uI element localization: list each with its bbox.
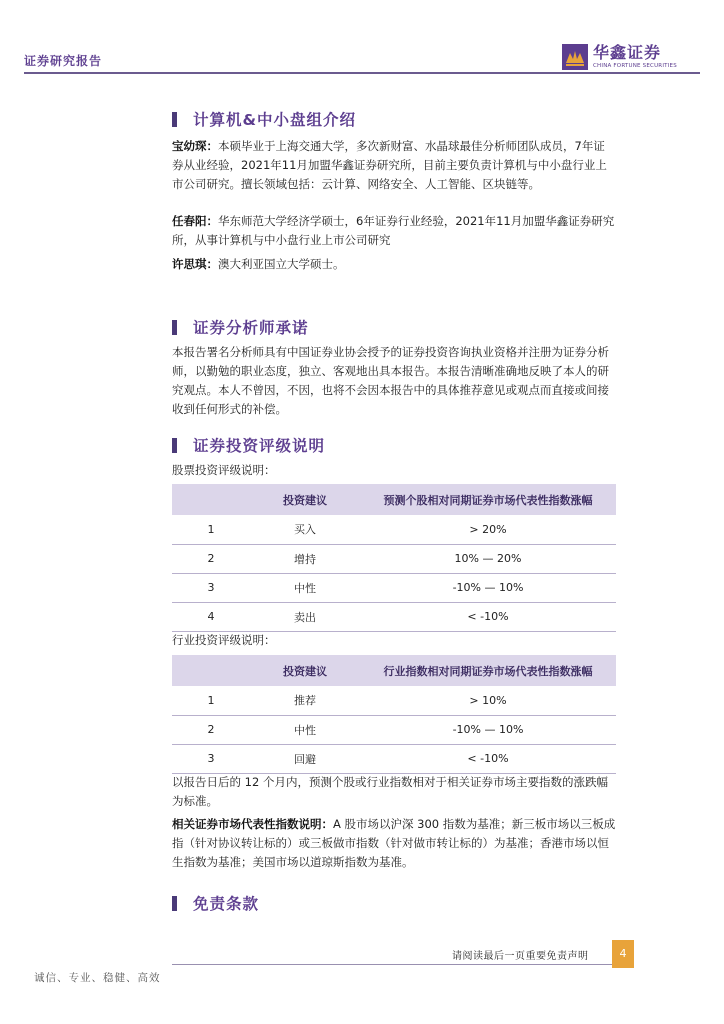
logo-english-name: CHINA FORTUNE SECURITIES	[593, 63, 677, 69]
table-cell: -10% — 10%	[360, 573, 616, 602]
table-cell: 中性	[250, 715, 360, 744]
index-description-label: 相关证券市场代表性指数说明：	[172, 817, 333, 831]
member-name: 许思琪：	[172, 257, 218, 271]
table-header-cell: 投资建议	[250, 484, 360, 515]
team-section-heading	[172, 108, 356, 130]
table-header-cell	[172, 484, 250, 515]
commitment-section-title: 证券分析师承诺	[193, 319, 309, 337]
table-cell: 1	[172, 515, 250, 544]
table-header-cell: 投资建议	[250, 655, 360, 686]
table-cell: 1	[172, 686, 250, 715]
table-row	[172, 715, 616, 744]
disclaimer-section-title: 免责条款	[193, 895, 260, 913]
table-row	[172, 515, 616, 544]
section-marker	[172, 438, 177, 453]
table-row	[172, 573, 616, 602]
member-bio-text: 华东师范大学经济学硕士，6年证券行业经验，2021年11月加盟华鑫证券研究所，从事计算机与中小盘行业上市公司研究	[172, 214, 615, 247]
table-cell: -10% — 10%	[360, 715, 616, 744]
table-cell: 增持	[250, 544, 360, 573]
member-bio	[172, 137, 616, 194]
table-cell: 4	[172, 602, 250, 631]
rating-period-note: 以报告日后的 12 个月内，预测个股或行业指数相对于相关证券市场主要指数的涨跌幅为标准。	[172, 775, 608, 808]
table-cell: 10% — 20%	[360, 544, 616, 573]
table-cell: 推荐	[250, 686, 360, 715]
report-type-label: 证券研究报告	[24, 54, 103, 68]
rating-section-heading	[172, 434, 325, 456]
table-cell: > 20%	[360, 515, 616, 544]
commitment-text: 本报告署名分析师具有中国证券业协会授予的证券投资咨询执业资格并注册为证券分析师，以勤勉的职业态度，独立、客观地出具本报告。本报告清晰准确地反映了本人的研究观点。本人不曾因，不因，也将不会因本报告中的具体推荐意见或观点而直接或间接收到任何形式的补偿。	[172, 345, 609, 416]
section-marker	[172, 112, 177, 127]
table-cell: > 10%	[360, 686, 616, 715]
table-row	[172, 744, 616, 773]
table-cell: 3	[172, 744, 250, 773]
page-number-badge: 4	[612, 940, 634, 968]
index-description	[172, 815, 616, 872]
table-cell: 卖出	[250, 602, 360, 631]
table-cell: < -10%	[360, 602, 616, 631]
header-divider	[24, 72, 700, 74]
table-cell: 2	[172, 715, 250, 744]
member-name: 任春阳：	[172, 214, 218, 228]
index-description-text: A 股市场以沪深 300 指数为基准；新三板市场以三板成指（针对协议转让标的）或三板做市指数（针对做市转让标的）为基准；香港市场以恒生指数为基准；美国市场以道琼斯指数为基准。	[172, 817, 616, 869]
disclaimer-section-heading	[172, 892, 259, 914]
member-bio-text: 本硕毕业于上海交通大学，多次新财富、水晶球最佳分析师团队成员，7年证券从业经验，2021年11月加盟华鑫证券研究所，目前主要负责计算机与中小盘行业上市公司研究。擅长领域包括：云计算、网络安全、人工智能、区块链等。	[172, 139, 607, 191]
industry-rating-caption: 行业投资评级说明：	[172, 633, 276, 647]
logo-mark-icon	[562, 44, 588, 70]
stock-rating-caption: 股票投资评级说明：	[172, 463, 276, 477]
member-bio	[172, 212, 616, 250]
member-bio-text: 澳大利亚国立大学硕士。	[218, 257, 345, 271]
table-header-cell	[172, 655, 250, 686]
section-marker	[172, 320, 177, 335]
table-row	[172, 602, 616, 631]
disclaimer-reminder: 请阅读最后一页重要免责声明	[452, 951, 589, 962]
stock-rating-table	[172, 484, 616, 632]
table-header-row	[172, 655, 616, 686]
section-marker	[172, 896, 177, 911]
table-header-cell: 预测个股相对同期证券市场代表性指数涨幅	[360, 484, 616, 515]
table-row	[172, 544, 616, 573]
footer-divider	[172, 964, 616, 965]
table-cell: < -10%	[360, 744, 616, 773]
company-logo	[562, 44, 677, 70]
commitment-section-heading	[172, 316, 309, 338]
table-cell: 回避	[250, 744, 360, 773]
table-header-row	[172, 484, 616, 515]
member-name: 宝幼琛：	[172, 139, 218, 153]
company-slogan: 诚信、专业、稳健、高效	[34, 972, 161, 984]
team-section-title: 计算机&中小盘组介绍	[193, 111, 357, 129]
table-cell: 中性	[250, 573, 360, 602]
table-cell: 2	[172, 544, 250, 573]
logo-name: 华鑫证券	[593, 43, 662, 62]
table-cell: 3	[172, 573, 250, 602]
table-cell: 买入	[250, 515, 360, 544]
industry-rating-table	[172, 655, 616, 774]
table-header-cell: 行业指数相对同期证券市场代表性指数涨幅	[360, 655, 616, 686]
member-bio	[172, 255, 616, 274]
rating-section-title: 证券投资评级说明	[193, 437, 326, 455]
table-row	[172, 686, 616, 715]
